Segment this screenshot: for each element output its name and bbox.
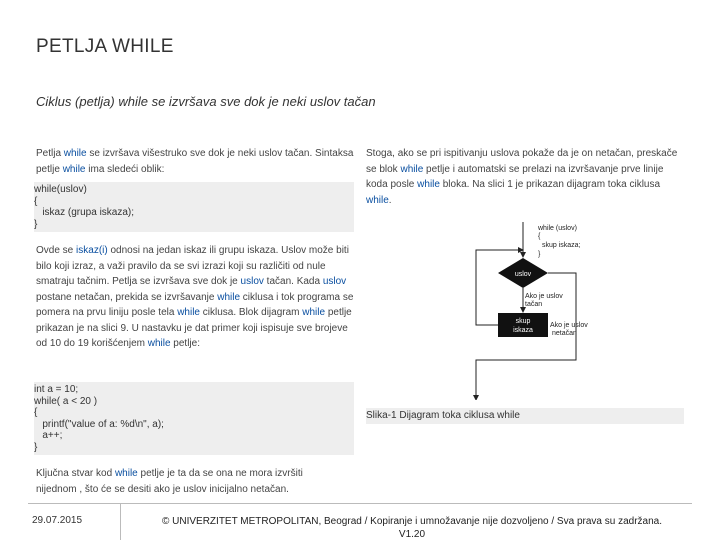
code-line: int a = 10; [34, 384, 79, 395]
true-label-1: Ako je uslov [525, 293, 563, 300]
text-run: ima sledeći oblik: [85, 163, 165, 175]
text-run: odnosi na jedan iskaz ili grupu iskaza. Uslov može biti bilo koji izraz, a važi pravilo da se svi izrazi koji su različiti od nule smatraju tačnim. Petlja se izvršava sve dok je [36, 245, 349, 287]
keyword: while [302, 307, 326, 318]
keyword: while [400, 163, 424, 175]
text-run: tačan. Kada [263, 276, 323, 287]
code-line: { [34, 407, 38, 418]
false-label-2: netačan [552, 330, 577, 337]
code-line: } [34, 218, 38, 230]
text-run: petlje prikazan je na slici 9. U nastavku je dat primer koji ispisuje sve brojeve od 10 do 19 korišćenjem [36, 307, 352, 349]
true-label-2: tačan [525, 301, 543, 308]
footer-version: V1.20 [398, 529, 426, 540]
keyword: uslov [240, 276, 264, 287]
code-line: } [34, 441, 38, 453]
while-flow-diagram [468, 220, 598, 400]
footer-date: 29.07.2015 [32, 515, 83, 526]
left-paragraph-intro [36, 146, 354, 177]
figure-caption: Slika-1 Dijagram toka ciklusa while [366, 408, 684, 424]
code-line: a++; [34, 430, 63, 441]
text-run: bloka. Na slici 1 je prikazan dijagram toka ciklusa [439, 179, 661, 190]
keyword: while [62, 163, 86, 175]
text-run: Ključna stvar kod [36, 468, 115, 479]
diagram-code-line-1: while (uslov) [538, 225, 577, 232]
keyword: while [217, 291, 241, 303]
text-run: petlje je ta da se ona ne mora izvršiti nijednom , što će se desiti ako je uslov inicijalno netačan. [36, 468, 303, 495]
diagram-code-line-4: } [538, 251, 541, 258]
text-run: ciklusa i tok programa se pomera na prvu liniju posle tela [36, 291, 354, 318]
text-run: Petlja [36, 148, 64, 159]
code-block-syntax [34, 182, 354, 232]
keyword: while [114, 468, 138, 479]
text-run: se izvršava višestruko sve dok je neki uslov tačan. Sintaksa petlje [36, 148, 354, 175]
keyword: while [177, 307, 200, 318]
text-run: ciklusa. Blok dijagram [200, 307, 303, 318]
false-label-1: Ako je uslov [550, 322, 588, 329]
keyword: iskaz(i) [76, 245, 108, 256]
code-line: iskaz (grupa iskaza); [34, 207, 135, 218]
keyword: while [366, 194, 389, 206]
right-paragraph [366, 146, 686, 208]
diamond-label: uslov [514, 271, 532, 278]
footer-separator [120, 503, 121, 540]
footer-copyright [132, 515, 692, 541]
box-label-1: skup [515, 318, 531, 325]
page-subtitle: Ciklus (petlja) while se izvršava sve dok je neki uslov tačan [36, 94, 376, 109]
text-run: postane netačan, prekida se izvršavanje [36, 291, 218, 303]
keyword: uslov [322, 276, 347, 287]
text-run: petlje i automatski se prelazi na izvršavanje prve linije koda posle [366, 163, 664, 190]
code-block-example [34, 382, 354, 455]
left-paragraph-key-point [36, 466, 336, 497]
code-line: printf("value of a: %d\n", a); [34, 418, 164, 430]
text-run: Stoga, ako se pri ispitivanju uslova pokaže da je on netačan, preskače se blok [366, 148, 678, 175]
keyword: while [147, 338, 171, 349]
box-label-2: iskaza [513, 327, 533, 334]
code-line: while(uslov) [34, 184, 87, 195]
code-line: { [34, 195, 38, 207]
left-paragraph-explanation [36, 243, 354, 352]
diagram-code-line-2: { [538, 233, 541, 240]
text-run: petlje: [170, 338, 200, 349]
footer-copyright-line-1: © UNIVERZITET METROPOLITAN, Beograd / Kopiranje i umnožavanje nije dozvoljeno / Sva prava su zadržana. [162, 516, 662, 527]
code-line: while( a < 20 ) [34, 395, 98, 407]
keyword: while [417, 179, 440, 190]
text-run: Ovde se [36, 245, 77, 256]
text-run: . [388, 194, 392, 206]
footer-divider [28, 503, 692, 504]
keyword: while [63, 148, 87, 159]
page-title: PETLJA WHILE [36, 36, 174, 57]
diagram-code-line-3: skup iskaza; [542, 242, 581, 249]
